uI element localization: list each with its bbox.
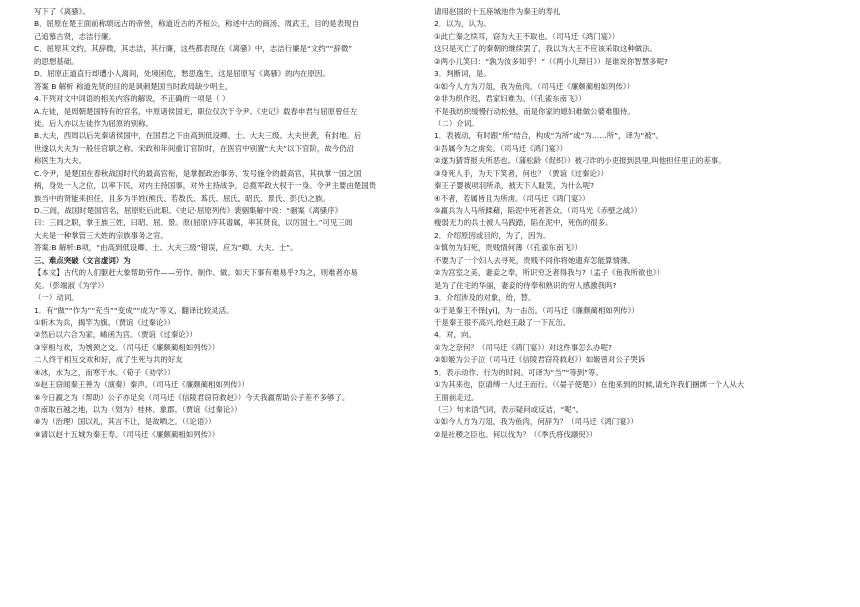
text-line: 三、难点突破（文言虚词）为	[34, 255, 131, 265]
text-line: 己追慕古贤，志洁行廉。	[34, 31, 116, 41]
text-line: B.大夫，西周以后先秦诸侯国中，在国君之下由高到低设卿、士、大夫三级。大夫世袭，有封地。后	[34, 131, 362, 141]
text-line: ③宰相与欢，为刎颈之交。（司马迁《廉颇蔺相如列传》）	[34, 342, 220, 352]
text-line: D.三闾，战国时楚国官名，屈原贬后此职。《史记·屈原列传》裴骃集解中说：“骃案《离骚序》	[34, 206, 343, 215]
text-line: ②为宫室之美，妻妾之奉，所识穷乏者得我与?（孟子《鱼我所欲也》）	[434, 268, 665, 278]
text-line: 的思想基础。	[34, 56, 79, 66]
text-line: 二人终于相互交欢和好，成了生死与共的好友	[34, 355, 183, 365]
right-column	[434, 6, 826, 441]
text-line: ①此亡秦之续耳，窃为大王不取也。（司马迁《鸿门宴》）	[434, 31, 620, 41]
text-line: 不要为了一个妇人去寻死，贵贱不同你将她遗弃怎能算情薄。	[434, 255, 635, 265]
text-line: 徒。后人亦以左徒作为屈原的别称。	[34, 118, 153, 128]
text-line: 是为了住宅的华丽，妻妾的侍奉和熟识的穷人感激我吗?	[434, 280, 617, 290]
text-line: 答案:B 解析:B项，“由高到低设卿、士、大夫三级”错误，应为“卿、大夫、士”。	[34, 243, 298, 253]
text-line: ①慎勿为妇死，贵贱情何薄（《孔雀东南飞》）	[434, 243, 582, 253]
text-line: 4.下列对文中词语的相关内容的解说，不正确的一项是（ ）	[34, 94, 230, 104]
text-line: ④冰，水为之，而寒于水。（荀子《劝学》）	[34, 367, 175, 377]
left-column	[34, 6, 426, 441]
text-line: ②如姬为公子泣（司马迁《信陵君窃符救赵》）如姬曾对公子哭诉	[434, 355, 646, 365]
text-line: ①如今人方为刀俎，我为鱼肉，何辞为？（司马迁《鸿门宴》）	[434, 417, 638, 427]
text-line: ①于是秦王不怿[yì]，为一击缶。（司马迁《廉颇蔺相如列传》）	[434, 305, 639, 315]
text-line: 柄，身处一人之位，以率下民，对内主持国事，对外主持战争，总揽军政大权于一身。令尹主要由楚国贵	[34, 181, 377, 191]
text-line: C．屈原其文约，其辞微，其志洁，其行廉，这些都表现在《离骚》中，志洁行廉是“文约”“辞微”	[34, 44, 353, 54]
text-line: 写下了《离骚》。	[34, 7, 90, 16]
text-line: C.令尹，是楚国在春秋战国时代的最高官衔，是掌握政治事务、发号施令的最高官，其执掌一国之国	[34, 168, 362, 178]
text-line: （二）介词。	[434, 118, 479, 128]
text-line: 1．表被动，有时跟“所”结合，构成“为所”或“为……所”，译为“被”。	[434, 131, 663, 141]
text-line: 曰：三闾之职，掌王族三姓，曰昭、屈、景。原(屈原)序其谱属，率其贤良，以厉国士。”可见三闾	[34, 218, 353, 228]
text-line: 2．以为，认为。	[434, 19, 491, 29]
text-line: 矣。（彭端淑《为学》）	[34, 280, 109, 290]
text-line: 王面前走过。	[434, 392, 479, 402]
text-line: ⑤赵王窃闻秦王善为（演奏）秦声。（司马迁《廉颇蔺相如列传》）	[34, 380, 249, 390]
text-line: 1．有“做”“作为”“充当”“变成”“成为”等义，翻译比较灵活。	[34, 305, 234, 315]
text-line: ①为其来也，臣请缚一人过王而行。（《晏子使楚》）在他来到的时候,请允许我们捆绑一个人从大	[434, 380, 745, 390]
text-line: ⑨请以赵十五城为秦王寿。（司马迁《廉颇蔺相如列传》）	[34, 429, 220, 439]
text-line: ①为之奈何？（司马迁《鸿门宴》）对这件事怎么办呢?	[434, 342, 612, 352]
text-line: 瘦弱无力的兵士被人马践踏，陷在泥中，死伤的很多。	[434, 218, 613, 228]
text-line: ①斩木为兵，揭竿为旗。（贾谊《过秦论》）	[34, 317, 175, 327]
text-line: 秦王子婴被项羽所杀，被天下人耻笑，为什么呢?	[434, 181, 595, 191]
text-line: ②两小儿笑曰：“孰为汝多知乎！”（《两小儿辩日》）是谁说你智慧多呢?	[434, 56, 668, 66]
text-line: 【本文】古代的人们躯赶大象帮助劳作——劳作、制作、做。如天下事有难易乎?为之，则难者亦易	[34, 268, 358, 278]
text-line: ⑤羸兵为人马所蹂藉，陷泥中死者甚众。（司马光《赤壁之战》）	[434, 206, 642, 215]
text-line: ④不者，若属皆且为所虏。（司马迁《鸿门宴》）	[434, 193, 590, 203]
text-line: 世遂以大夫为一般任官职之称。宋政和年间重订官阶时，在医官中别置“大夫”以下官阶，故今仍沿	[34, 143, 355, 153]
text-line: 这只是灭亡了的秦朝的继续罢了，我以为大王不应该采取这种做法。	[434, 44, 658, 54]
text-line: 3．介绍涉及的对象，给，替。	[434, 293, 536, 303]
text-line: ③身死人手，为天下笑者，何也？（贾谊《过秦论》）	[434, 168, 609, 178]
text-line: ②是社稷之臣也。何以伐为？（《季氏将伐颛臾》）	[434, 429, 597, 439]
text-line: 5．表示动作、行为的时间。可译为“当”“等到”等。	[434, 367, 603, 377]
text-line: D．屈原正道直行却遭小人离间，处境困危，愁思逸生，这是屈原写《离骚》的内在原因。	[34, 69, 330, 79]
text-line: 族当中的贤能来担任，且多为半姓(熊氏、若敖氏、蒍氏、屈氏、昭氏、景氏、彭氏)之族。	[34, 193, 330, 203]
text-line: （三）句末语气词，表示疑问或反诘，“呢”。	[434, 405, 584, 414]
text-line: B．屈原在楚王面前称颂远古的帝喾，称道近古的齐桓公，称述中古的商汤、周武王，目的是表现自	[34, 19, 359, 29]
text-line: ②遂为猜背报夫所恶也。（蒲松龄《促织》）被刁诈的小吏报到县里,叫他担任里正的差事。	[434, 156, 726, 166]
text-line: ②非为织作迟，君家妇难为。（《孔雀东南飞》）	[434, 94, 586, 104]
text-line: 3．判断词，是。	[434, 69, 491, 79]
text-line: ①如今人方为刀俎，我为鱼肉。（司马迁《廉颇蔺相如列传》）	[434, 81, 635, 91]
text-line: 4．对，向。	[434, 330, 476, 340]
text-line: 称医生为大夫。	[34, 156, 87, 166]
text-line: 答案 B 解析 称道先贤的目的是讽刺楚国当时政局缺少明主。	[34, 81, 233, 91]
text-line: A.左徒，是周朝楚国特有的官名，中原诸侯国无，职位仅次于令尹。《史记》载春申君与屈原曾任左	[34, 106, 358, 116]
text-line: （一）动词。	[34, 293, 79, 303]
text-line: ⑥今日嬴之为（帮助）公子亦足矣（司马迁《信陵君窃符救赵》）今天我嬴帮助公子差不多够了。	[34, 392, 350, 402]
text-line: 2．介绍原因或目的，为了，因为。	[434, 230, 551, 240]
text-line: 请用赵国的十五座城池作为秦王的寿礼	[434, 7, 561, 16]
text-line: ②然后以六合为家，崤函为宫。（贾谊《过秦论》）	[34, 330, 197, 340]
text-line: 于是秦王很不高兴,给赵王敲了一下瓦缶。	[434, 317, 571, 327]
text-line: 大夫是一种掌管三大姓的宗族事务之官。	[34, 230, 168, 240]
text-line: ⑧为（治理）国以礼，其言不让，是故哂之。（《论语》）	[34, 417, 216, 427]
text-line: ①吾属今为之虏矣。（司马迁《鸿门宴》）	[434, 143, 568, 153]
text-line: ⑦南取百越之地，以为（划为）桂林、象郡。（贾谊《过秦论》）	[34, 405, 242, 414]
text-line: 不是我纺织缓慢行动松弛，而是你家的媳妇难做公婆难服侍。	[434, 106, 635, 116]
